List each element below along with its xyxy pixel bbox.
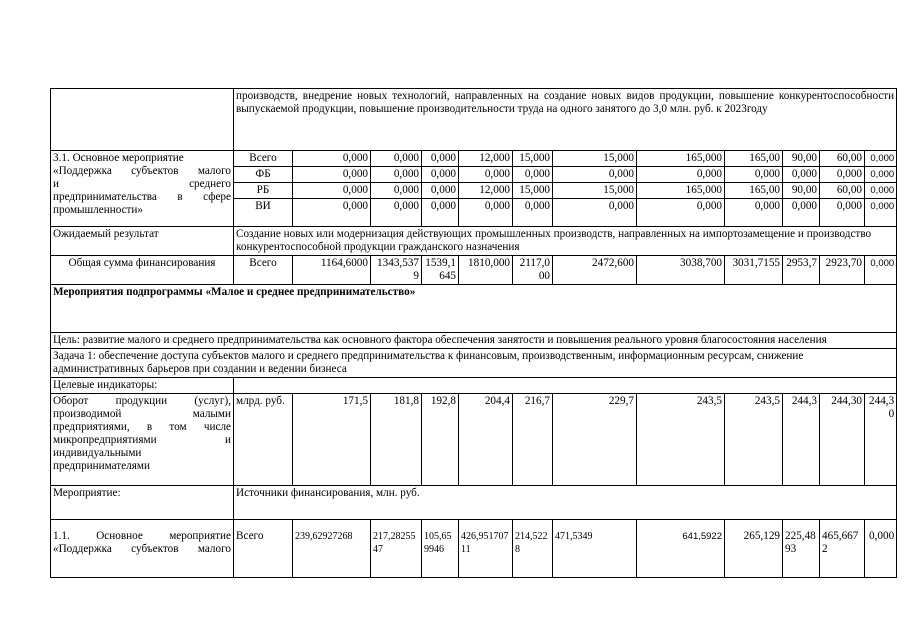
value-cell: 1810,000 — [459, 256, 513, 285]
measure-1-1-row — [51, 520, 897, 578]
value-cell: 165,000 — [637, 183, 725, 199]
value-cell: 0,000 — [865, 256, 897, 285]
value-cell: 1164,6000 — [293, 256, 371, 285]
value-cell: 12,000 — [459, 151, 513, 167]
value-cell: 239,62927268 — [293, 520, 371, 578]
source-cell: ФБ — [234, 167, 293, 183]
measure-3-1-row-total — [51, 151, 897, 167]
target-indicators-label: Целевые индикаторы: — [51, 378, 234, 394]
value-cell: 243,5 — [725, 394, 783, 486]
expected-result-row — [51, 227, 897, 256]
value-cell: 0,000 — [865, 199, 897, 227]
value-cell: 0,000 — [422, 183, 459, 199]
goal-text: Цель: развитие малого и среднего предпринимательства как основного фактора обеспечения занятости и повышения реального уровня благосостояния населения — [51, 333, 897, 349]
value-cell: 244,30 — [865, 394, 897, 486]
intro-empty-cell — [51, 89, 234, 151]
intro-row — [51, 89, 897, 151]
value-cell: 181,8 — [371, 394, 422, 486]
value-cell: 60,00 — [820, 183, 865, 199]
value-cell: 15,000 — [513, 151, 553, 167]
measure-label: Мероприятие: — [51, 486, 234, 520]
value-cell: 1539,1645 — [422, 256, 459, 285]
value-cell: 641,5922 — [637, 520, 725, 578]
value-cell: 12,000 — [459, 183, 513, 199]
value-cell: 0,000 — [865, 151, 897, 167]
value-cell: 265,129 — [725, 520, 783, 578]
value-cell: 0,000 — [422, 167, 459, 183]
value-cell: 0,000 — [865, 183, 897, 199]
value-cell: 0,000 — [865, 520, 897, 578]
value-cell: 0,000 — [513, 167, 553, 183]
value-cell: 1343,5379 — [371, 256, 422, 285]
value-cell: 90,00 — [783, 183, 820, 199]
source-cell: Всего — [234, 520, 293, 578]
target-indicators-row — [51, 378, 897, 394]
source-cell: Всего — [234, 151, 293, 167]
value-cell: 0,000 — [783, 167, 820, 183]
unit-cell: млрд. руб. — [234, 394, 293, 486]
value-cell: 426,95170711 — [459, 520, 513, 578]
value-cell: 0,000 — [422, 199, 459, 227]
expected-result-text: Создание новых или модернизация действующих промышленных производств, направленных на импортозамещение и производство конкурентоспособной продукции гражданского назначения — [234, 227, 897, 256]
value-cell: 0,000 — [422, 151, 459, 167]
value-cell: 0,000 — [293, 199, 371, 227]
value-cell: 165,00 — [725, 151, 783, 167]
value-cell: 15,000 — [513, 183, 553, 199]
value-cell: 0,000 — [865, 167, 897, 183]
value-cell: 2117,000 — [513, 256, 553, 285]
value-cell: 0,000 — [371, 167, 422, 183]
value-cell: 0,000 — [371, 199, 422, 227]
value-cell: 229,7 — [553, 394, 637, 486]
value-cell: 0,000 — [820, 167, 865, 183]
value-cell: 2953,7 — [783, 256, 820, 285]
total-financing-row — [51, 256, 897, 285]
intro-text: производств, внедрение новых технологий, направленных на создание новых видов продукции, повышение конкурентоспособности выпускаемой продукции, повышение производительности труда на одного занятого до 3,0 млн. руб. к 2023году — [234, 89, 897, 151]
value-cell: 465,6672 — [820, 520, 865, 578]
value-cell: 3038,700 — [637, 256, 725, 285]
value-cell: 0,000 — [820, 199, 865, 227]
value-cell: 90,00 — [783, 151, 820, 167]
value-cell: 0,000 — [725, 199, 783, 227]
value-cell: 0,000 — [459, 167, 513, 183]
value-cell: 244,30 — [820, 394, 865, 486]
value-cell: 0,000 — [293, 183, 371, 199]
value-cell: 0,000 — [293, 167, 371, 183]
value-cell: 0,000 — [725, 167, 783, 183]
value-cell: 0,000 — [637, 167, 725, 183]
turnover-name: Оборот продукции (услуг), производимой малыми предприятиями, в том числе микропредприятиями и индивидуальными предпринимателями — [51, 394, 234, 486]
value-cell: 471,5349 — [553, 520, 637, 578]
value-cell: 0,000 — [553, 199, 637, 227]
expected-result-label: Ожидаемый результат — [51, 227, 234, 256]
value-cell: 243,5 — [637, 394, 725, 486]
value-cell: 0,000 — [637, 199, 725, 227]
value-cell: 192,8 — [422, 394, 459, 486]
subprogram-title: Мероприятия подпрограммы «Малое и среднее предпринимательство» — [51, 285, 897, 333]
value-cell: 15,000 — [553, 151, 637, 167]
measure-header-row — [51, 486, 897, 520]
value-cell: 216,7 — [513, 394, 553, 486]
value-cell: 0,000 — [783, 199, 820, 227]
value-cell: 244,3 — [783, 394, 820, 486]
value-cell: 2472,600 — [553, 256, 637, 285]
value-cell: 0,000 — [513, 199, 553, 227]
financing-sources-label: Источники финансирования, млн. руб. — [234, 486, 897, 520]
value-cell: 165,00 — [725, 183, 783, 199]
source-cell: ВИ — [234, 199, 293, 227]
value-cell: 0,000 — [459, 199, 513, 227]
value-cell: 217,2825547 — [371, 520, 422, 578]
value-cell: 0,000 — [293, 151, 371, 167]
measure-1-1-name: 1.1. Основное мероприятие «Поддержка субъектов малого — [51, 520, 234, 578]
turnover-row — [51, 394, 897, 486]
value-cell: 0,000 — [371, 183, 422, 199]
total-financing-label: Общая сумма финансирования — [51, 256, 234, 285]
source-cell: РБ — [234, 183, 293, 199]
goal-row — [51, 333, 897, 349]
value-cell: 171,5 — [293, 394, 371, 486]
measure-3-1-name: 3.1. Основное мероприятие «Поддержка субъектов малого и среднего предпринимательства в сфере промышленности» — [51, 151, 234, 227]
source-cell: Всего — [234, 256, 293, 285]
value-cell: 2923,70 — [820, 256, 865, 285]
value-cell: 60,00 — [820, 151, 865, 167]
task-row — [51, 349, 897, 378]
value-cell: 3031,7155 — [725, 256, 783, 285]
value-cell: 214,5228 — [513, 520, 553, 578]
value-cell: 0,000 — [371, 151, 422, 167]
value-cell: 165,000 — [637, 151, 725, 167]
value-cell: 15,000 — [553, 183, 637, 199]
value-cell: 225,4893 — [783, 520, 820, 578]
value-cell: 0,000 — [553, 167, 637, 183]
task-text: Задача 1: обеспечение доступа субъектов малого и среднего предпринимательства к финансовым, производственным, информационным ресурсам, снижение административных барьеров при создании и ведении бизнеса — [51, 349, 897, 378]
subprogram-title-row — [51, 285, 897, 333]
value-cell: 204,4 — [459, 394, 513, 486]
value-cell: 105,659946 — [422, 520, 459, 578]
target-indicators-empty — [234, 378, 897, 394]
financing-table — [50, 88, 897, 578]
